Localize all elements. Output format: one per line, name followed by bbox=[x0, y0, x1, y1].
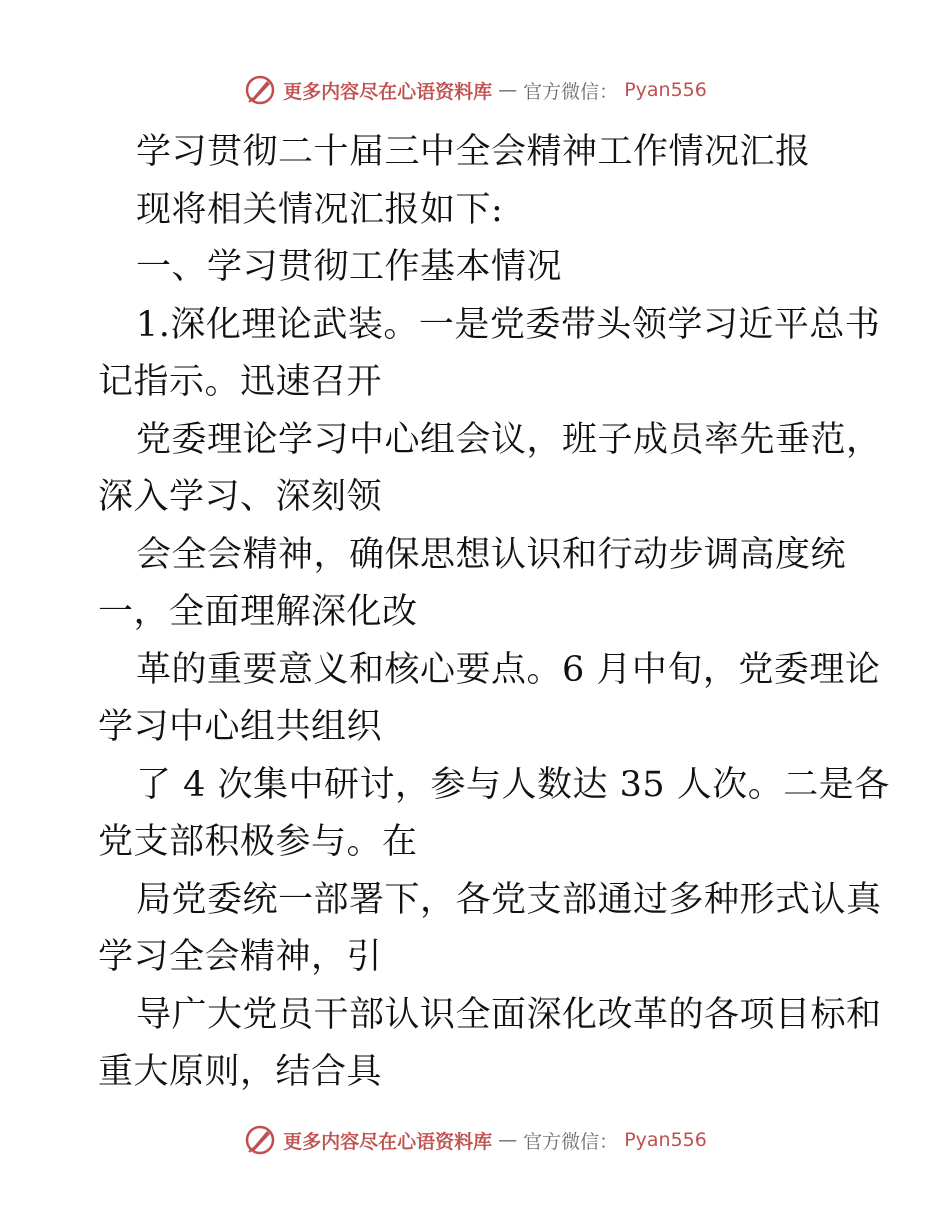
paragraph-line: 学习中心组共组织 bbox=[98, 707, 383, 747]
paragraph-line: 导广大党员干部认识全面深化改革的各项目标和 bbox=[136, 994, 882, 1035]
feather-pen-circle-icon bbox=[243, 1123, 277, 1157]
footer-watermark bbox=[0, 1120, 950, 1160]
document-body bbox=[98, 124, 890, 1102]
paragraph-line: 党支部积极参与。在 bbox=[98, 822, 418, 862]
paragraph-line: 会全会精神，确保思想认识和行动步调高度统 bbox=[136, 534, 847, 575]
paragraph-line: 一，全面理解深化改 bbox=[98, 592, 418, 632]
paragraph-line: 重大原则，结合具 bbox=[98, 1052, 383, 1092]
paragraph-line: 深入学习、深刻领 bbox=[98, 477, 383, 517]
paragraph-line: 记指示。迅速召开 bbox=[98, 362, 383, 402]
paragraph-line: 现将相关情况汇报如下: bbox=[136, 189, 504, 230]
watermark-dash: — bbox=[498, 1129, 518, 1151]
paragraph-line: 学习全会精神，引 bbox=[98, 937, 383, 977]
feather-pen-circle-icon bbox=[243, 73, 277, 107]
paragraph-line: 党委理论学习中心组会议，班子成员率先垂范， bbox=[136, 419, 882, 460]
watermark-dash: — bbox=[498, 79, 518, 101]
watermark-official-label: 官方微信： bbox=[523, 80, 619, 103]
paragraph-line: 了 4 次集中研讨，参与人数达 35 人次。二是各 bbox=[136, 764, 890, 805]
paragraph-line: 1.深化理论武装。一是党委带头领学习近平总书 bbox=[136, 304, 881, 345]
watermark-official-label: 官方微信： bbox=[523, 1130, 619, 1153]
watermark-main-text: 更多内容尽在心语资料库 bbox=[283, 80, 493, 103]
document-title: 学习贯彻二十届三中全会精神工作情况汇报 bbox=[136, 132, 811, 172]
header-watermark bbox=[0, 70, 950, 110]
section-heading: 一、学习贯彻工作基本情况 bbox=[136, 247, 563, 287]
paragraph-line: 局党委统一部署下，各党支部通过多种形式认真 bbox=[136, 879, 882, 920]
watermark-main-text: 更多内容尽在心语资料库 bbox=[283, 1130, 493, 1153]
watermark-wechat-id: Pyan556 bbox=[624, 1129, 707, 1151]
watermark-wechat-id: Pyan556 bbox=[624, 79, 707, 101]
paragraph-line: 革的重要意义和核心要点。6 月中旬，党委理论 bbox=[136, 649, 881, 690]
